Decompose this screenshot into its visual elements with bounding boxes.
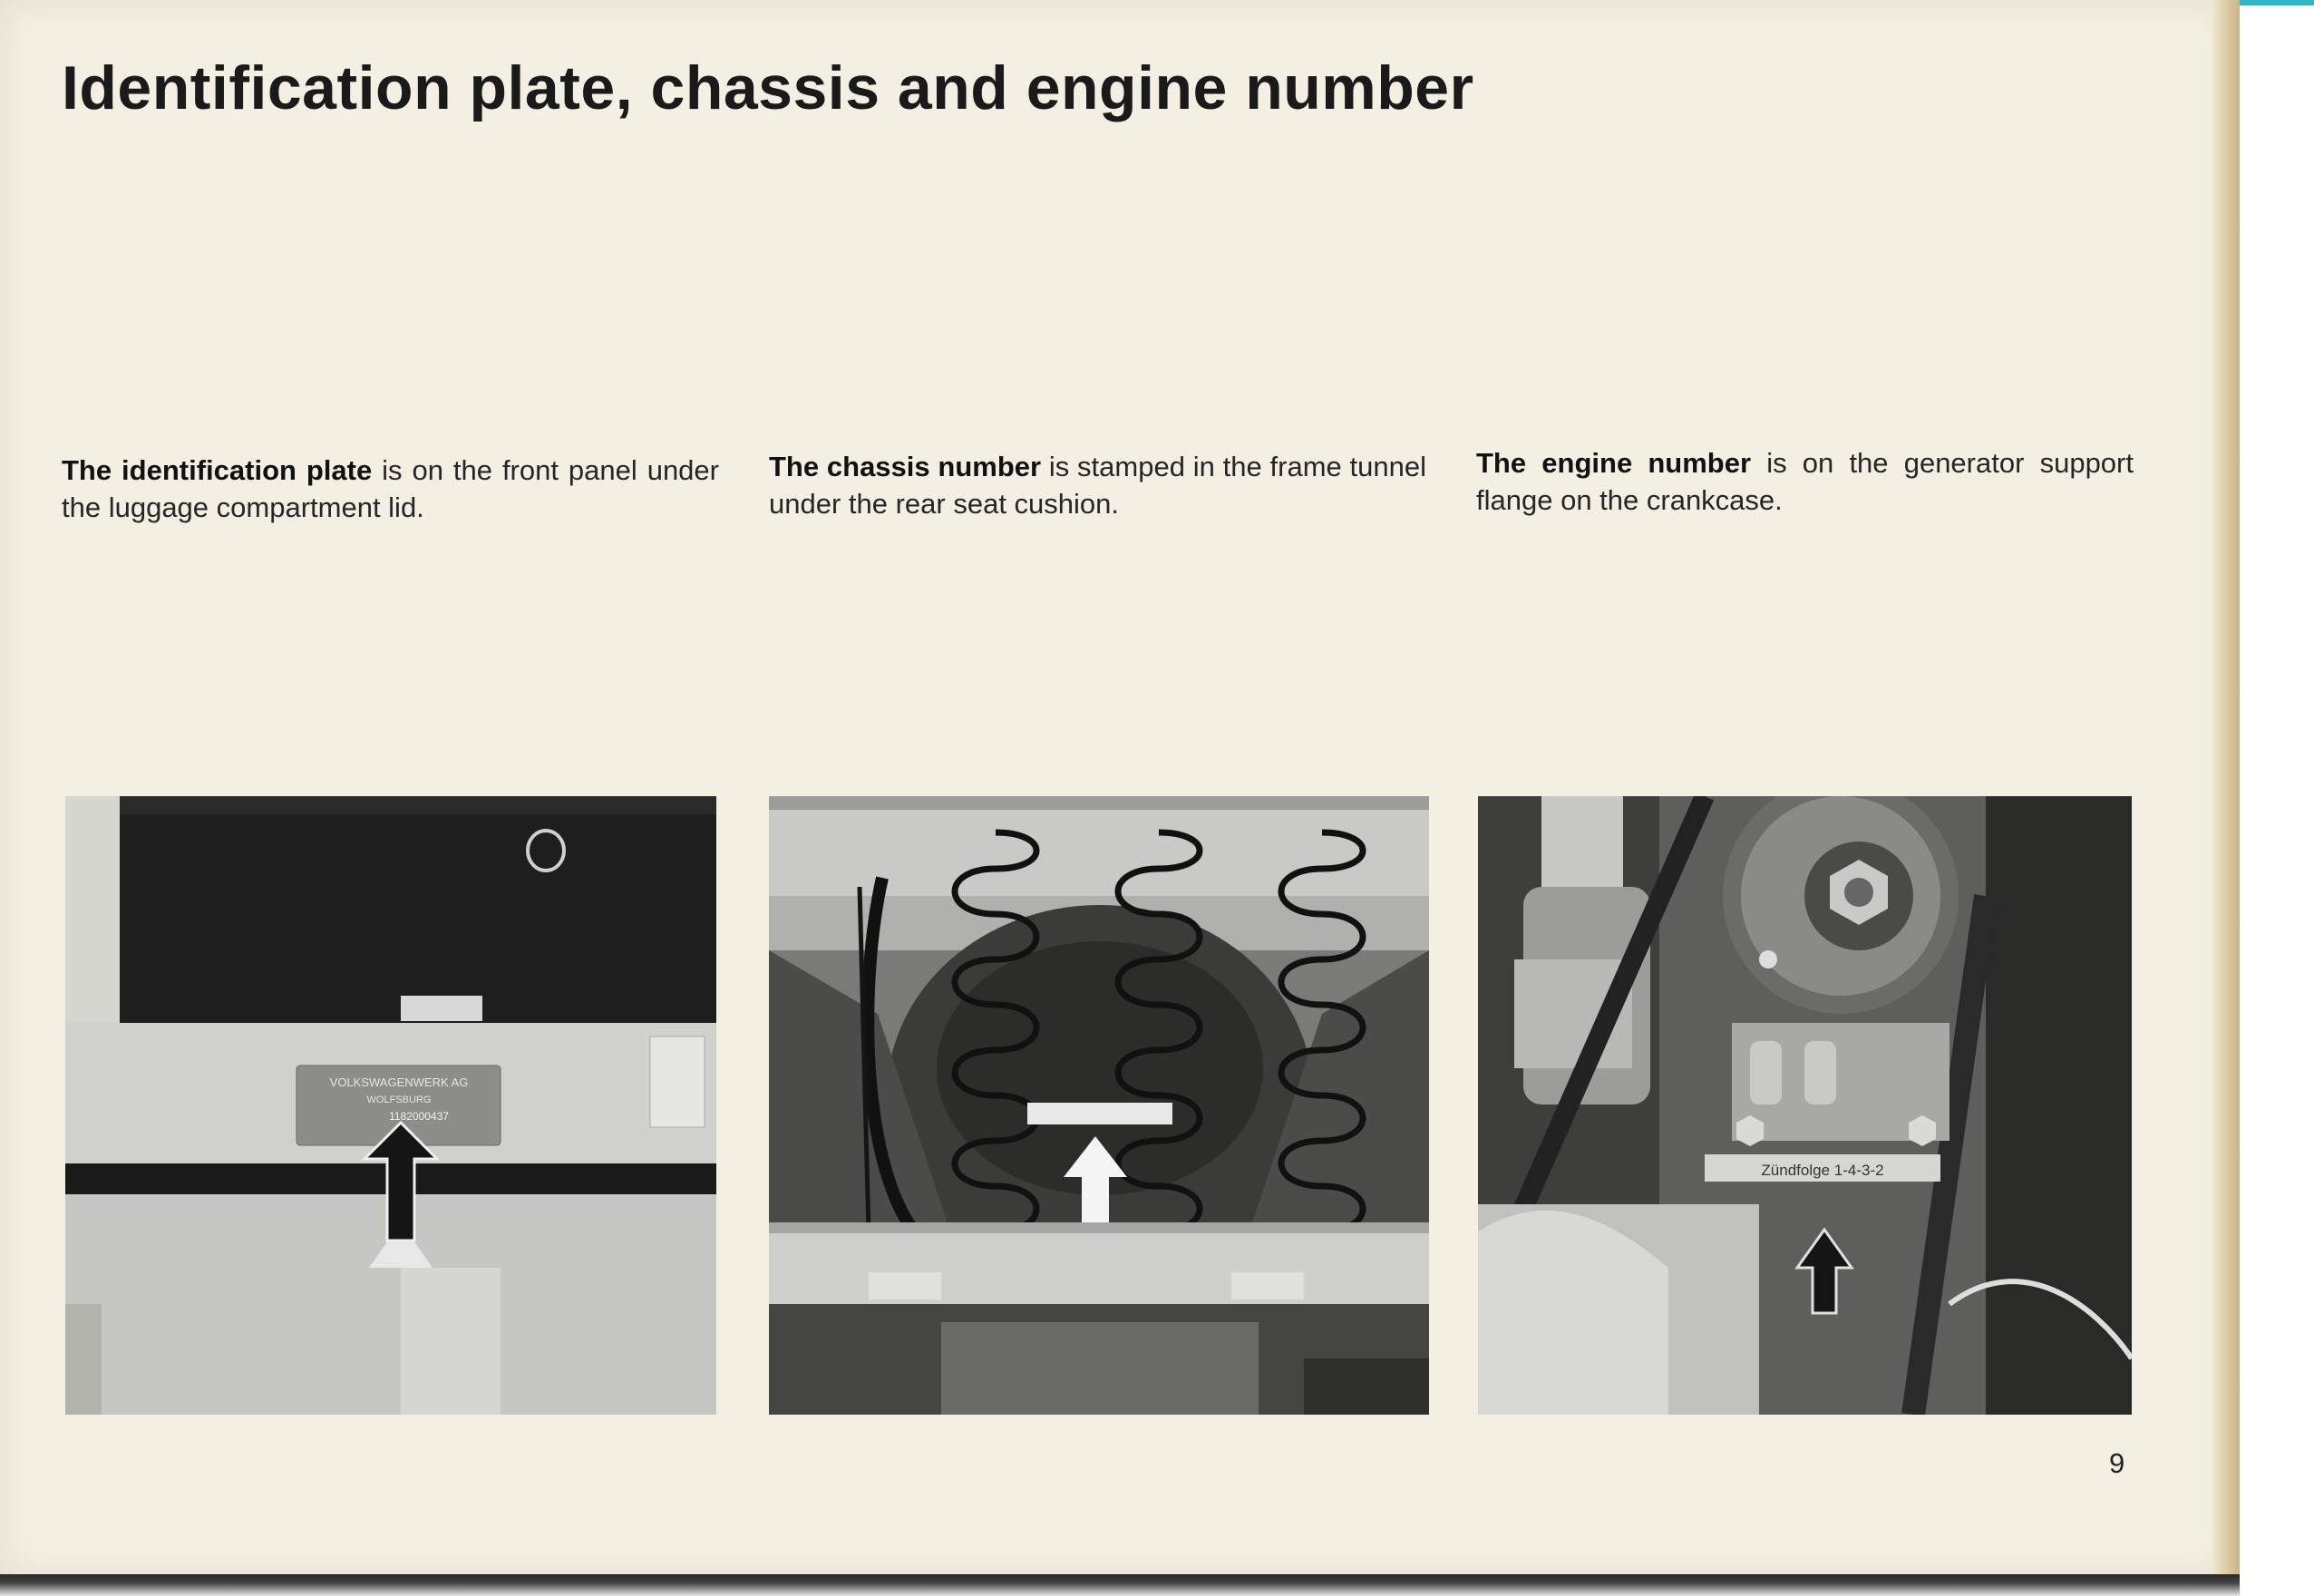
lead-text: The engine number [1476, 447, 1752, 479]
plate-text-2: WOLFSBURG [366, 1095, 432, 1105]
page-title: Identification plate, chassis and engine number [62, 54, 1474, 122]
body-text: is stamped in the frame tunnel under the rear seat cushion. [769, 451, 1426, 520]
page-bottom-shadow [0, 1574, 2240, 1596]
engine-number-text [1476, 444, 2134, 519]
identification-plate-text [62, 452, 719, 526]
lead-text: The identification plate [62, 454, 373, 486]
engine-number-photo [1478, 796, 2132, 1415]
plate-number: 1182000437 [389, 1110, 449, 1123]
scan-marker [2240, 0, 2314, 5]
chassis-number-text [769, 448, 1426, 522]
page-number: 9 [2109, 1447, 2125, 1479]
body-text: is on the front panel under the luggage compartment lid. [62, 454, 719, 523]
chassis-number-photo [769, 796, 1429, 1415]
engine-stamp: Zündfolge 1-4-3-2 [1761, 1162, 1884, 1179]
plate-text-1: VOLKSWAGENWERK AG [329, 1075, 469, 1089]
lead-text: The chassis number [769, 451, 1042, 482]
identification-plate-photo [65, 796, 716, 1415]
body-text: is on the generator support flange on the crankcase. [1476, 447, 2134, 516]
page-edge [2212, 0, 2240, 1578]
